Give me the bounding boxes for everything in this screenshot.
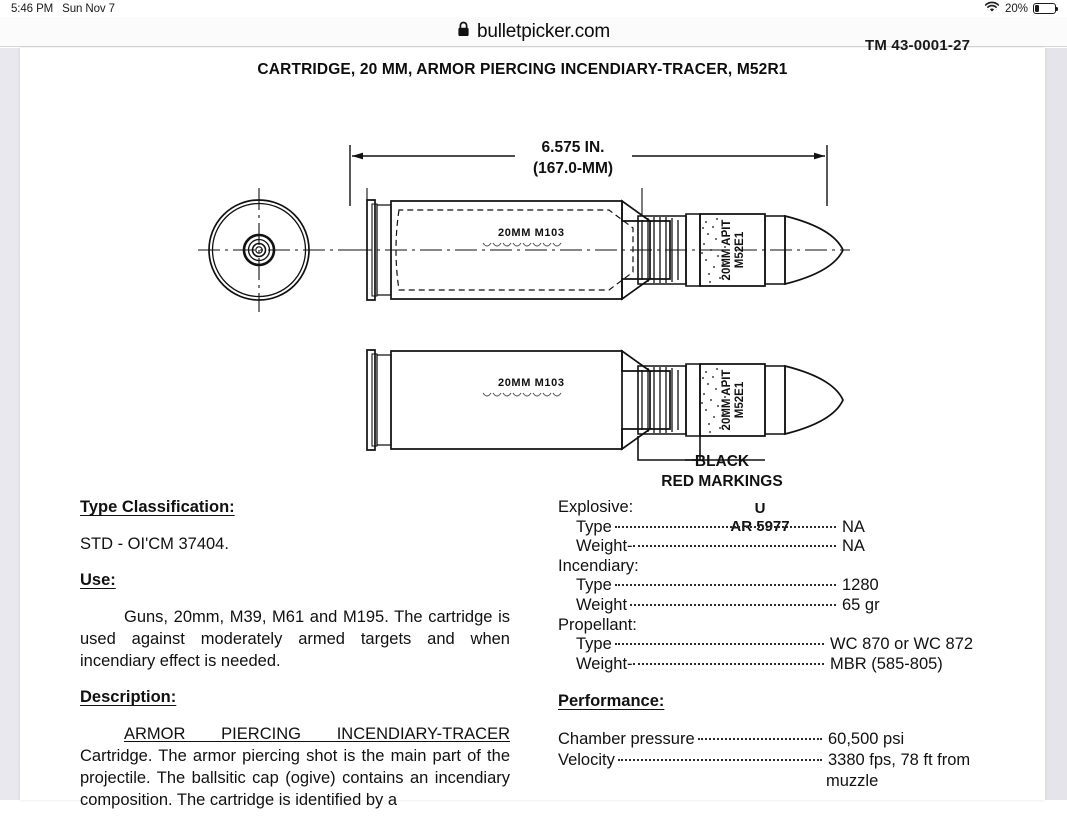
- spec-value: MBR (585-805): [830, 654, 943, 673]
- page-title: CARTRIDGE, 20 MM, ARMOR PIERCING INCENDIARY-TRACER, M52R1: [257, 61, 788, 78]
- status-bar-date: Sun Nov 7: [62, 2, 115, 15]
- status-bar-right: [984, 1, 1056, 16]
- spec-row: [558, 537, 998, 557]
- projectile-marking-lower-line1: 20MM APIT: [721, 369, 733, 431]
- right-text-column: [558, 498, 998, 792]
- spec-category: Explosive:: [558, 498, 634, 516]
- markings-note-label: RED MARKINGS: [661, 473, 783, 490]
- spec-label: Type: [576, 517, 612, 536]
- performance-value: 60,500 psi: [828, 730, 905, 749]
- use-paragraph: Guns, 20mm, M39, M61 and M195. The cartridge is used against moderately armed targets and when incendiary effect is needed.: [80, 608, 510, 670]
- spec-value: NA: [842, 537, 865, 556]
- spec-label: Type: [576, 635, 612, 654]
- performance-label: Chamber pressure: [558, 730, 695, 749]
- spec-row: [558, 655, 998, 675]
- spec-category: Propellant:: [558, 615, 637, 634]
- spec-dot-leader: [615, 526, 836, 528]
- spec-row: [558, 576, 998, 596]
- type-classification-value: STD - OI'CM 37404.: [80, 535, 229, 553]
- web-content-area[interactable]: [0, 37, 1067, 809]
- tm-manual-code: TM 43-0001-27: [865, 37, 971, 54]
- description-underlined-lead: ARMOR PIERCING INCENDIARY-TRACER: [124, 725, 510, 743]
- spec-row: [558, 596, 998, 616]
- spec-value: 65 gr: [842, 595, 880, 614]
- color-band-label: BLACK: [694, 453, 750, 470]
- plate-code-line1: U: [754, 500, 766, 517]
- description-heading: Description:: [80, 688, 177, 706]
- performance-heading: Performance:: [558, 692, 665, 711]
- performance-dot-leader: [618, 759, 822, 761]
- spec-label: Weight-: [576, 537, 633, 556]
- spec-label: Weight-: [576, 654, 633, 673]
- specifications-list: [558, 498, 998, 674]
- case-marking-upper: 20MM M103: [498, 227, 565, 239]
- wifi-icon: [984, 1, 1000, 16]
- performance-dot-leader: [698, 738, 822, 740]
- projectile-marking-lower-line2: M52E1: [734, 381, 746, 419]
- description-body-text: Cartridge. The armor piercing shot is the main part of the projectile. The ballsitic cap (ogive) contains an incendiary composition. The cartridge is identified by a: [80, 747, 510, 809]
- status-bar-time: 5:46 PM: [11, 2, 54, 15]
- spec-dot-leader: [615, 643, 824, 645]
- spec-dot-leader: [633, 663, 824, 665]
- ios-status-bar: [0, 0, 1067, 17]
- spec-row: [558, 635, 998, 655]
- battery-percent-label: 20%: [1004, 2, 1028, 15]
- performance-list: [558, 729, 998, 792]
- type-classification-heading: Type Classification:: [80, 498, 235, 516]
- spec-row: [558, 518, 998, 538]
- battery-fill: [1035, 5, 1039, 12]
- performance-value-continuation: muzzle: [826, 772, 879, 791]
- dimension-inches-label: 6.575 IN.: [541, 139, 605, 156]
- performance-row: [558, 750, 998, 771]
- performance-value: 3380 fps, 78 ft from: [828, 751, 971, 770]
- spec-dot-leader: [630, 604, 836, 606]
- spec-category: Incendiary:: [558, 556, 639, 575]
- case-marking-lower: 20MM M103: [498, 377, 565, 389]
- spec-dot-leader: [615, 584, 836, 586]
- dimension-mm-label: (167.0-MM): [532, 160, 614, 177]
- spec-value: 1280: [842, 576, 879, 595]
- document-page: [20, 37, 1045, 809]
- spec-dot-leader: [633, 545, 836, 547]
- plate-code-line2: AR 5977: [730, 518, 790, 535]
- use-heading: Use:: [80, 571, 116, 589]
- performance-row: [558, 729, 998, 750]
- lock-icon: [457, 21, 470, 42]
- spec-label: Type: [576, 576, 612, 595]
- performance-label: Velocity: [558, 751, 615, 770]
- battery-icon: [1033, 3, 1056, 14]
- spec-value: WC 870 or WC 872: [830, 635, 974, 654]
- projectile-marking-upper-line2: M52E1: [734, 231, 746, 269]
- spec-value: NA: [842, 517, 865, 536]
- status-bar-left: [11, 3, 115, 15]
- description-paragraph: [80, 723, 510, 811]
- spec-label: Weight: [576, 595, 628, 614]
- left-text-column: [80, 498, 510, 827]
- url-bar-content[interactable]: [457, 21, 610, 43]
- url-text: bulletpicker.com: [476, 20, 611, 42]
- projectile-marking-upper-line1: 20MM APIT: [721, 219, 733, 281]
